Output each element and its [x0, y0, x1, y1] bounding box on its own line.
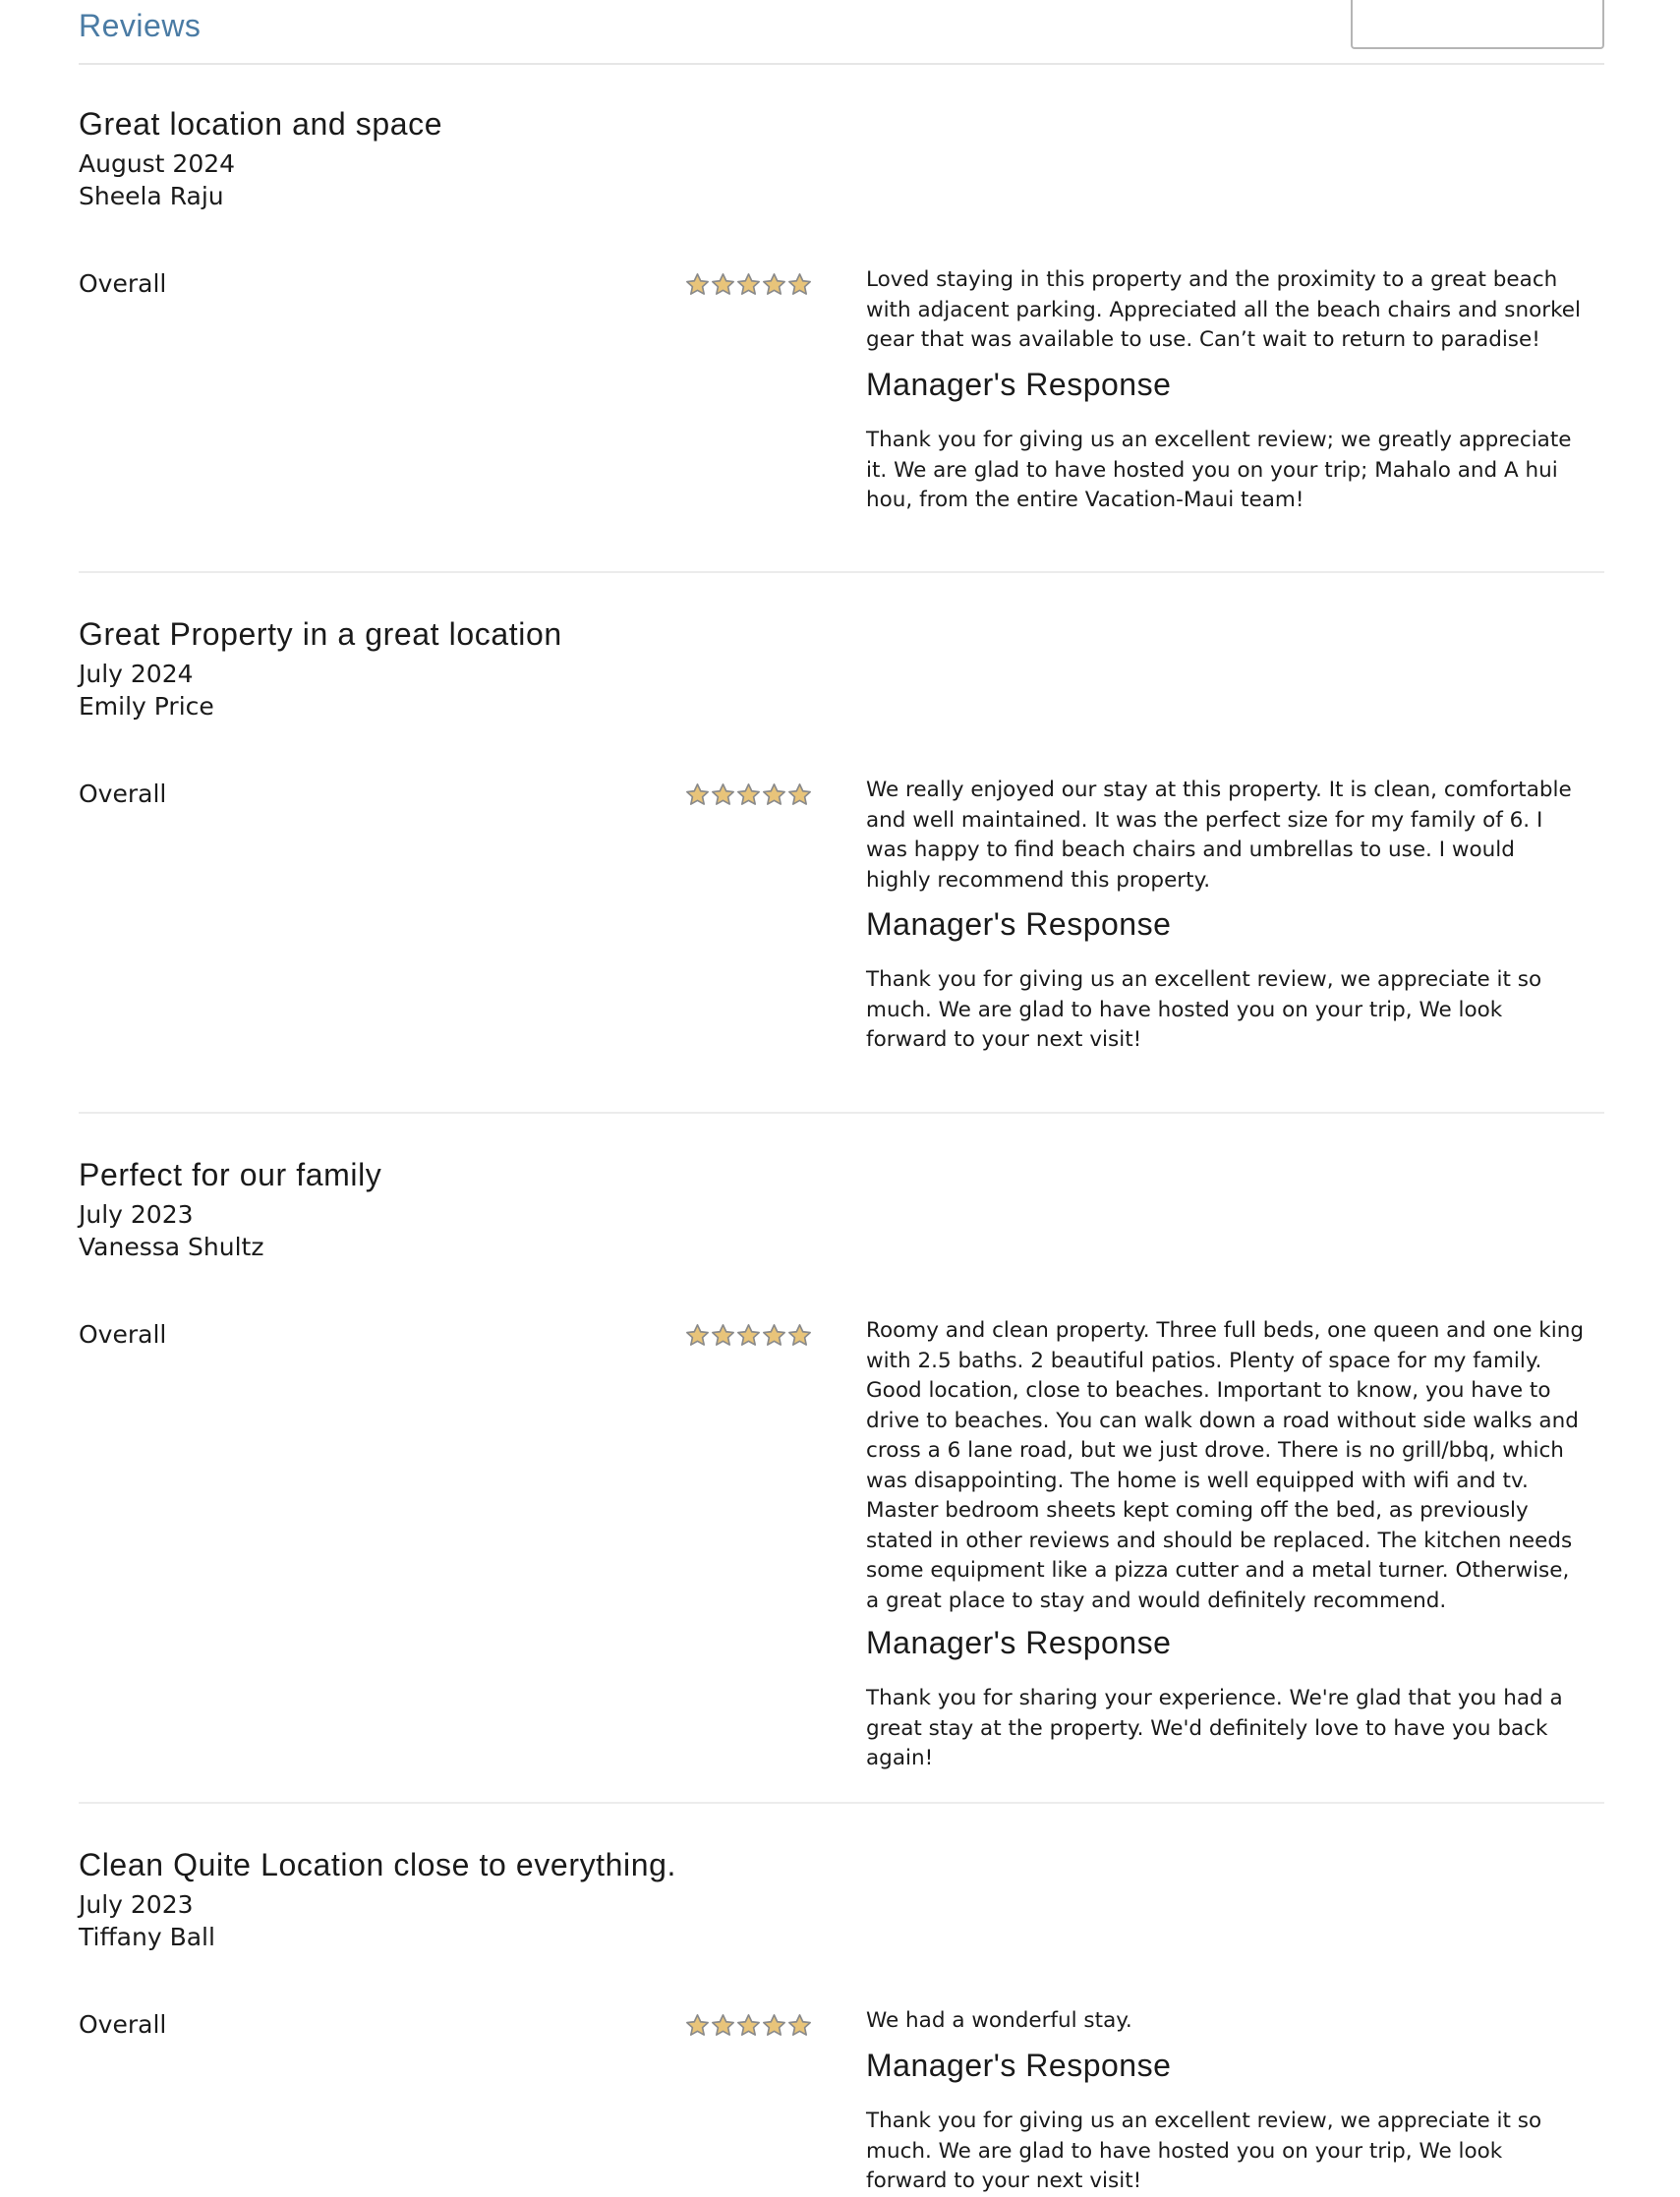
star-icon [787, 2013, 812, 2038]
manager-response-text: Thank you for sharing your experience. We're glad that you had a great stay at the property. We'd definitely love to have you back again! [866, 1686, 1563, 1770]
review-date: July 2023 [79, 1200, 194, 1229]
review-title: Great Property in a great location [79, 616, 562, 652]
review-date: July 2023 [79, 1890, 194, 1919]
review-title: Perfect for our family [79, 1157, 382, 1192]
star-icon [787, 1323, 812, 1348]
star-icon [736, 782, 761, 807]
star-icon [711, 1323, 735, 1348]
overall-label: Overall [79, 269, 167, 298]
star-icon [685, 1323, 710, 1348]
review-text: Loved staying in this property and the proximity to a great beach with adjacent parking. Appreciated all the beach chairs and snorkel gear that was available to use. Can’t wait to return to paradise! [866, 267, 1581, 352]
sort-dropdown[interactable] [1351, 0, 1604, 49]
star-rating [685, 272, 812, 297]
star-rating [685, 2013, 812, 2038]
review-author: Emily Price [79, 692, 214, 721]
star-icon [787, 782, 812, 807]
star-icon [736, 272, 761, 297]
manager-response-heading: Manager's Response [866, 1625, 1172, 1660]
star-icon [711, 782, 735, 807]
review-date: August 2024 [79, 149, 236, 178]
reviews-header [79, 0, 1604, 65]
manager-response-text: Thank you for giving us an excellent review; we greatly appreciate it. We are glad to have hosted you on your trip; Mahalo and A hui hou, from the entire Vacation-Maui team! [866, 428, 1572, 512]
star-icon [736, 1323, 761, 1348]
review-card [79, 1804, 1604, 2193]
star-icon [685, 2013, 710, 2038]
manager-response-text: Thank you for giving us an excellent review, we appreciate it so much. We are glad to have hosted you on your trip, We look forward to your next visit! [866, 967, 1542, 1052]
review-author: Sheela Raju [79, 182, 224, 210]
star-rating [685, 1323, 812, 1348]
star-icon [762, 782, 786, 807]
star-icon [762, 1323, 786, 1348]
star-icon [736, 2013, 761, 2038]
manager-response-heading: Manager's Response [866, 367, 1172, 402]
review-date: July 2024 [79, 660, 194, 688]
manager-response-text: Thank you for giving us an excellent review, we appreciate it so much. We are glad to have hosted you on your trip, We look forward to your next visit! [866, 2109, 1542, 2193]
overall-label: Overall [79, 780, 167, 808]
review-text: We really enjoyed our stay at this property. It is clean, comfortable and well maintained. It was the perfect size for my family of 6. I was happy to find beach chairs and umbrellas to use. I would highly recommend this property. [866, 778, 1572, 893]
manager-response-heading: Manager's Response [866, 906, 1172, 942]
star-icon [711, 2013, 735, 2038]
star-icon [787, 272, 812, 297]
reviews-heading: Reviews [79, 8, 202, 43]
star-icon [711, 272, 735, 297]
review-author: Vanessa Shultz [79, 1233, 264, 1261]
overall-label: Overall [79, 2010, 167, 2039]
review-text: Roomy and clean property. Three full beds, one queen and one king with 2.5 baths. 2 beautiful patios. Plenty of space for my family. Good location, close to beaches. Important to know, you have to drive to beaches. You can walk down a road without side walks and cross a 6 lane road, but we just drove. There is no grill/bbq, which was disappointing. The home is well equipped with wifi and tv. Master bedroom sheets kept coming off the bed, as previously stated in other reviews and should be replaced. The kitchen needs some equipment like a pizza cutter and a metal turner. Otherwise, a great place to stay and would definitely recommend. [866, 1318, 1585, 1613]
review-title: Clean Quite Location close to everything. [79, 1847, 677, 1882]
star-icon [685, 782, 710, 807]
review-author: Tiffany Ball [79, 1923, 215, 1951]
star-icon [762, 2013, 786, 2038]
review-card [79, 1114, 1604, 1804]
star-icon [762, 272, 786, 297]
review-card [79, 573, 1604, 1114]
review-text: We had a wonderful stay. [866, 2008, 1132, 2033]
overall-label: Overall [79, 1320, 167, 1349]
review-card [79, 63, 1604, 573]
star-rating [685, 782, 812, 807]
review-title: Great location and space [79, 106, 443, 142]
manager-response-heading: Manager's Response [866, 2048, 1172, 2083]
star-icon [685, 272, 710, 297]
